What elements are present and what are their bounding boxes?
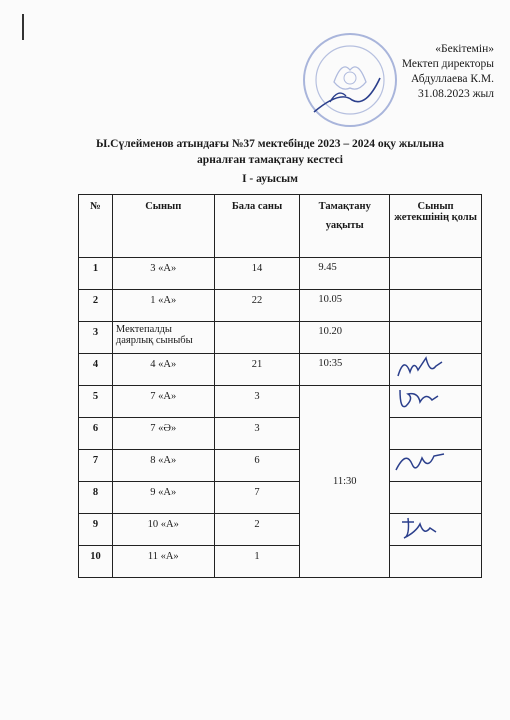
header-time-line-1: Тамақтану [318,201,371,212]
row-signature [390,450,482,482]
row-count [214,322,300,354]
table-row [79,482,482,514]
row-class: 7 «А» [112,386,214,418]
approval-position: Мектеп директоры [401,58,494,70]
row-count: 22 [214,290,300,322]
approval-line: «Бекітемін» [435,43,494,55]
table-row [79,290,482,322]
row-num: 3 [79,322,113,354]
meal-schedule-table [78,194,482,578]
row-num: 4 [79,354,113,386]
header-time [300,195,390,258]
row-count: 21 [214,354,300,386]
merged-time: 11:30 [300,386,390,578]
row-class: 4 «А» [112,354,214,386]
row-class: Мектепалды даярлық сыныбы [112,322,214,354]
row-class: 3 «А» [112,258,214,290]
row-class: 1 «А» [112,290,214,322]
row-num: 10 [79,546,113,578]
teacher-signature [392,384,448,414]
row-count: 14 [214,258,300,290]
title-line-1: Ы.Сүлейменов атындағы №37 мектебінде 2023 – 2024 оқу жылына [96,138,444,150]
row-num: 6 [79,418,113,450]
teacher-signature [392,448,448,478]
row-count: 7 [214,482,300,514]
row-signature [390,418,482,450]
table-row [79,386,482,418]
row-signature [390,386,482,418]
table-row [79,450,482,482]
title-line-2: арналған тамақтану кестесі [197,154,343,166]
table-row [79,546,482,578]
row-class: 7 «Ә» [112,418,214,450]
header-teacher: Сынып жетекшінің қолы [390,195,482,258]
table-row [79,418,482,450]
table-row [79,258,482,290]
table-row [79,514,482,546]
shift-heading: І - ауысым [242,173,298,185]
row-num: 5 [79,386,113,418]
margin-mark [22,14,24,40]
teacher-signature [392,512,448,542]
row-signature [390,290,482,322]
row-signature [390,546,482,578]
row-count: 1 [214,546,300,578]
row-count: 3 [214,386,300,418]
table-row [79,354,482,386]
header-count: Бала саны [214,195,300,258]
header-time-line-2: уақыты [325,220,364,231]
table-row [79,322,482,354]
row-count: 3 [214,418,300,450]
teacher-signature [392,352,448,382]
school-stamp [300,30,400,130]
row-signature [390,322,482,354]
row-num: 8 [79,482,113,514]
row-signature [390,258,482,290]
row-num: 2 [79,290,113,322]
row-count: 2 [214,514,300,546]
row-num: 9 [79,514,113,546]
approval-name: Абдуллаева К.М. [411,73,494,85]
row-class: 10 «А» [112,514,214,546]
row-class: 8 «А» [112,450,214,482]
table-header-row [79,195,482,258]
row-signature [390,514,482,546]
row-num: 1 [79,258,113,290]
row-time: 10.05 [300,290,390,322]
row-class: 11 «А» [112,546,214,578]
row-signature [390,354,482,386]
row-class: 9 «А» [112,482,214,514]
row-signature [390,482,482,514]
row-time: 9.45 [300,258,390,290]
header-class: Сынып [112,195,214,258]
header-num: № [79,195,113,258]
document-title [60,136,480,168]
row-count: 6 [214,450,300,482]
row-num: 7 [79,450,113,482]
row-time: 10:35 [300,354,390,386]
approval-block [402,42,494,102]
row-time: 10.20 [300,322,390,354]
approval-date: 31.08.2023 жыл [417,88,494,100]
